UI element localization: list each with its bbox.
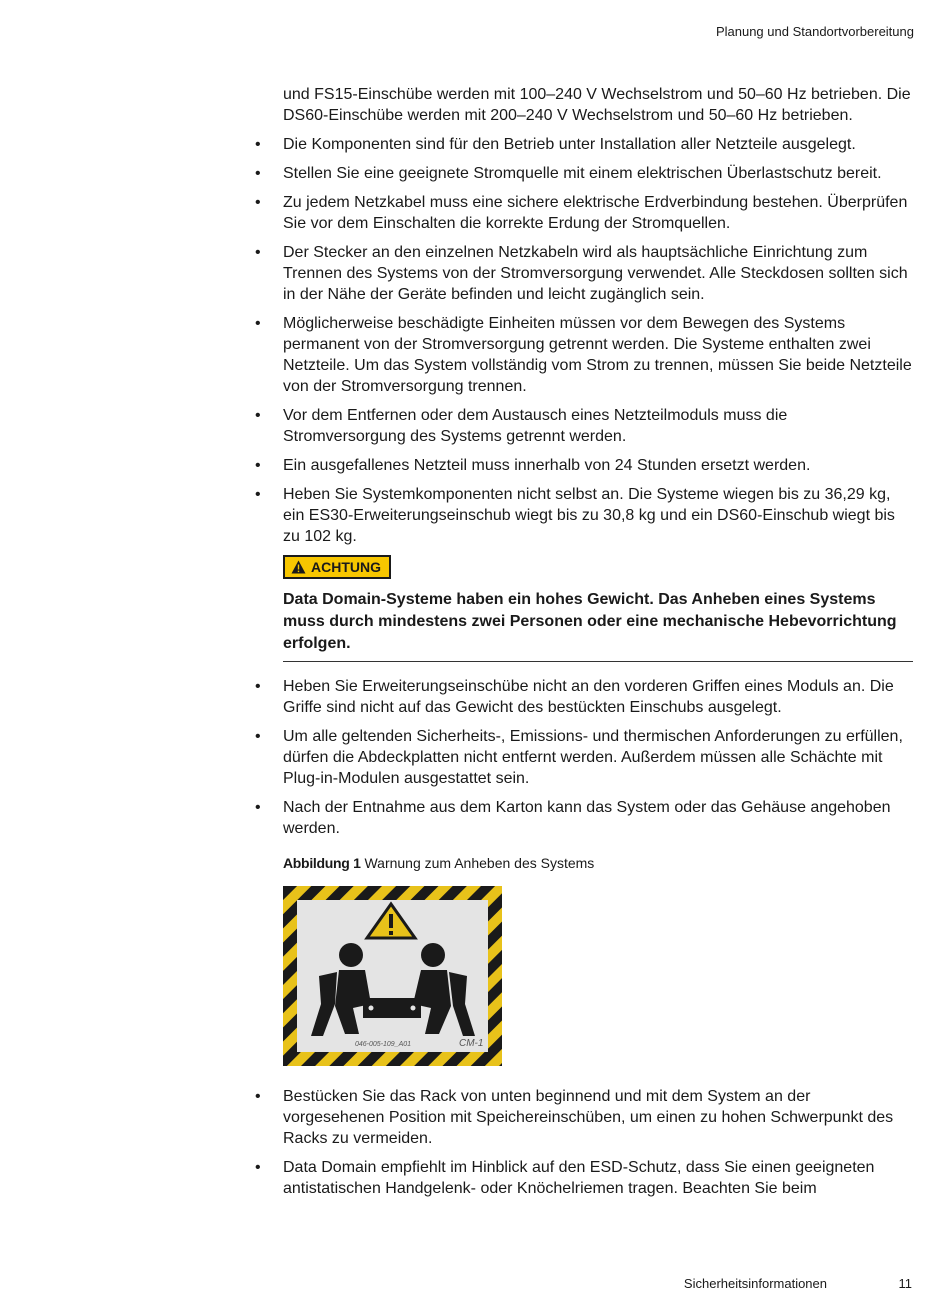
main-content: [283, 84, 913, 1207]
list-item: • Vor dem Entfernen oder dem Austausch eines Netzteilmoduls muss die Stromversorgung des Systems getrennt werden.: [283, 405, 913, 447]
figure-caption-text: Warnung zum Anheben des Systems: [364, 855, 595, 871]
list-item: • Heben Sie Systemkomponenten nicht selbst an. Die Systeme wiegen bis zu 36,29 kg, ein ES30-Erweiterungseinschub wiegt bis zu 30,8 kg und ein DS60-Einschub wiegt bis zu 102 kg.: [283, 484, 913, 547]
list-item: • Der Stecker an den einzelnen Netzkabeln wird als hauptsächliche Einrichtung zum Trennen des Systems von der Stromversorgung verwendet. Alle Steckdosen sollten sich in der Nähe der Geräte befinden und leicht zugänglich sein.: [283, 242, 913, 305]
figure-part-number: 046-005-109_A01: [355, 1041, 412, 1048]
page-header: Planung und Standortvorbereitung: [715, 24, 914, 39]
page-number: 11: [898, 1276, 912, 1291]
figure-label: Abbildung 1: [283, 855, 361, 871]
figure-code: CM-1: [459, 1038, 484, 1049]
list-item: • Stellen Sie eine geeignete Stromquelle mit einem elektrischen Überlastschutz bereit.: [283, 163, 913, 184]
figure-caption: [283, 853, 913, 874]
bullet-list-handling: [283, 676, 913, 839]
footer-title: Sicherheitsinformationen: [683, 1276, 827, 1291]
warning-triangle-icon: [291, 560, 306, 574]
list-item: • Die Komponenten sind für den Betrieb unter Installation aller Netzteile ausgelegt.: [283, 134, 913, 155]
list-item: • Zu jedem Netzkabel muss eine sichere elektrische Erdverbindung bestehen. Überprüfen Sie vor dem Einschalten die korrekte Erdung der Stromquellen.: [283, 192, 913, 234]
caution-label: ACHTUNG: [311, 559, 381, 575]
list-item: • Heben Sie Erweiterungseinschübe nicht an den vorderen Griffen eines Moduls an. Die Griffe sind nicht auf das Gewicht des bestückten Einschubs ausgelegt.: [283, 676, 913, 718]
list-item: • Data Domain empfiehlt im Hinblick auf den ESD-Schutz, dass Sie einen geeigneten antistatischen Handgelenk- oder Knöchelriemen tragen. Beachten Sie beim: [283, 1157, 913, 1199]
list-item: • Bestücken Sie das Rack von unten beginnend und mit dem System an der vorgesehenen Position mit Speichereinschüben, um einen zu hohen Schwerpunkt des Racks zu vermeiden.: [283, 1086, 913, 1149]
bullet-list-power: [283, 134, 913, 547]
caution-badge: [283, 555, 391, 579]
list-item: • Ein ausgefallenes Netzteil muss innerhalb von 24 Stunden ersetzt werden.: [283, 455, 913, 476]
bullet-list-rack: [283, 1086, 913, 1199]
list-item: • Nach der Entnahme aus dem Karton kann das System oder das Gehäuse angehoben werden.: [283, 797, 913, 839]
list-item: • Um alle geltenden Sicherheits-, Emissions- und thermischen Anforderungen zu erfüllen, dürfen die Abdeckplatten nicht entfernt werden. Außerdem müssen alle Schächte mit Plug-in-Modulen ausgestattet sein.: [283, 726, 913, 789]
lifting-warning-image: [283, 886, 502, 1066]
intro-paragraph: und FS15-Einschübe werden mit 100–240 V Wechselstrom und 50–60 Hz betrieben. Die DS60-Einschübe werden mit 200–240 V Wechselstrom und 50–60 Hz betrieben.: [283, 86, 911, 124]
list-item: • Möglicherweise beschädigte Einheiten müssen vor dem Bewegen des Systems permanent von der Stromversorgung getrennt werden. Die Systeme enthalten zwei Netzteile. Um das System vollständig vom Strom zu trennen, müssen Sie beide Netzteile von der Stromversorgung trennen.: [283, 313, 913, 397]
caution-notice: [283, 555, 913, 662]
caution-text: Data Domain-Systeme haben ein hohes Gewicht. Das Anheben eines Systems muss durch mindestens zwei Personen oder eine mechanische Hebevorrichtung erfolgen.: [283, 591, 897, 652]
